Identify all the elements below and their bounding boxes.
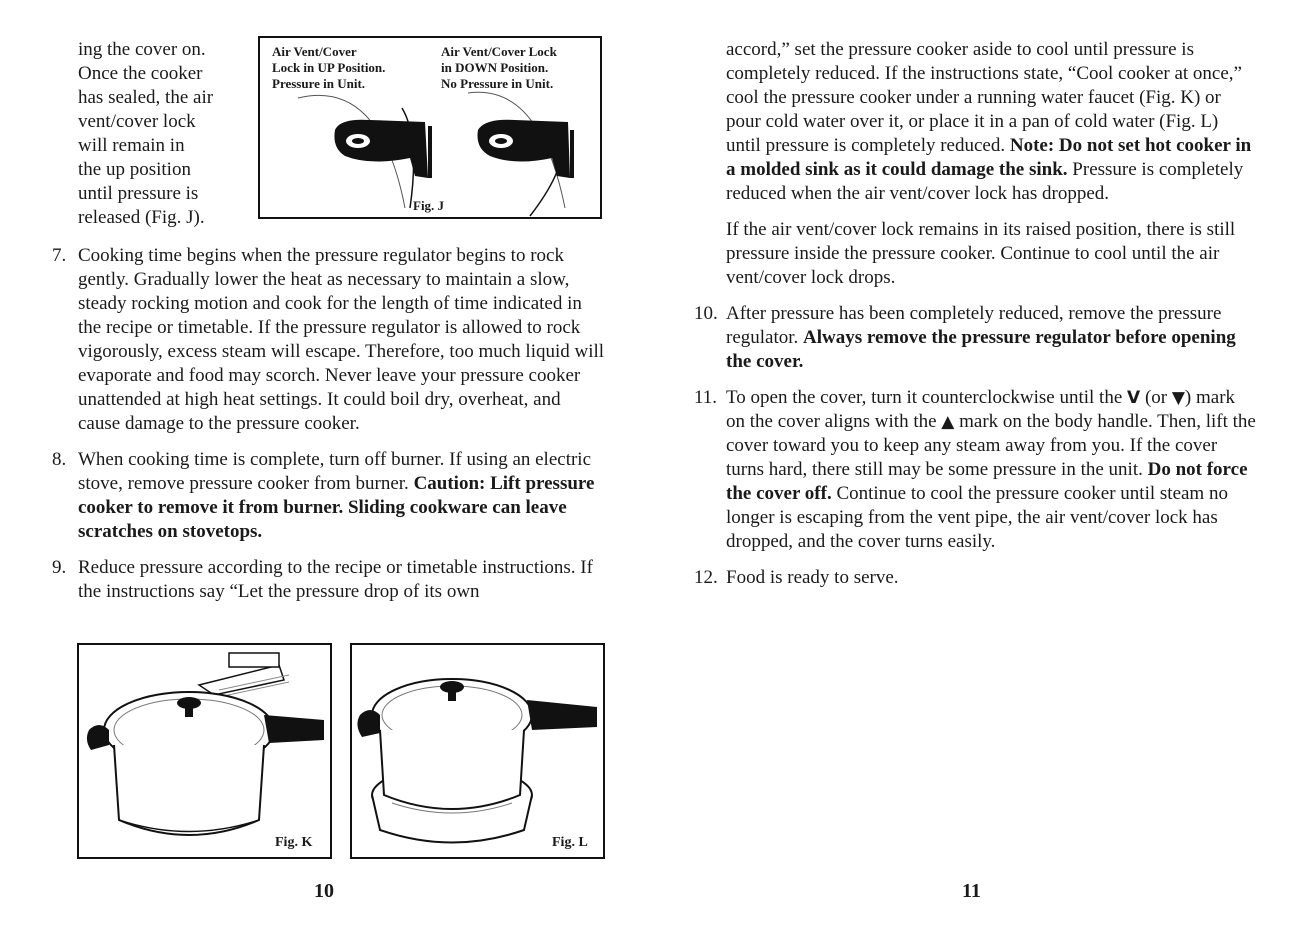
- label-line: Pressure in Unit.: [272, 76, 366, 91]
- figure-k: [77, 643, 332, 859]
- instruction-step-11: [694, 386, 1256, 554]
- figure-j-illustration: [260, 38, 600, 217]
- instruction-step-12: [694, 566, 1256, 590]
- intro-line: the up position: [78, 159, 191, 180]
- step-number: 8.: [52, 449, 67, 470]
- instruction-step-7: [52, 244, 607, 436]
- v-mark-icon: V: [1127, 388, 1141, 408]
- step-number: 12.: [694, 567, 718, 588]
- instruction-step-9: [52, 556, 607, 604]
- body-text: accord,” set the pressure cooker aside to cool until pressure is completely reduced. If the instructions state, “Cool cooker at once,” cool the pressure cooker under a running water faucet (Fig. K) or pour cold water over it, or place it in a pan of cold water (Fig. L) until pressure is completely reduced.: [726, 39, 1242, 156]
- step-number: 11.: [694, 387, 718, 408]
- label-line: Air Vent/Cover Lock: [441, 44, 557, 59]
- step-text: Cooking time begins when the pressure regulator begins to rock gently. Gradually lower the heat as necessary to maintain a slow, steady rocking motion and cook for the length of time indicated in the recipe or timetable. If the pressure regulator is allowed to rock vigorously, excess steam will escape. Therefore, too much liquid will evaporate and food may scorch. Never leave your pressure cooker unattended at high heat settings. It could boil dry, overheat, and cause damage to the pressure cooker.: [78, 245, 605, 434]
- figure-k-illustration: [79, 645, 330, 857]
- figure-l: [350, 643, 605, 859]
- intro-line: ing the cover on.: [78, 39, 206, 60]
- step-text: To open the cover, turn it counterclockwise until the: [726, 387, 1123, 408]
- step-text: (or: [1144, 387, 1168, 408]
- figure-j-caption: Fig. J: [413, 198, 445, 213]
- intro-line: will remain in: [78, 135, 185, 156]
- continued-step-9: [694, 38, 1256, 206]
- step-text: Reduce pressure according to the recipe or timetable instructions. If the instructions say “Let the pressure drop of its own: [78, 557, 593, 602]
- up-triangle-icon: ▲: [941, 412, 955, 432]
- step-number: 7.: [52, 245, 67, 266]
- figure-j: [258, 36, 602, 219]
- label-line: Air Vent/Cover: [272, 44, 357, 59]
- page-number-right: 11: [962, 880, 981, 902]
- step-text: ) mark on the cover aligns with the: [726, 387, 1236, 432]
- figure-k-caption: Fig. K: [275, 835, 313, 850]
- instruction-step-8: [52, 448, 607, 544]
- figure-l-illustration: [352, 645, 603, 857]
- step-number: 10.: [694, 303, 718, 324]
- paragraph-lock-raised: If the air vent/cover lock remains in its raised position, there is still pressure inside the pressure cooker. Continue to cool until the air vent/cover lock drops.: [726, 219, 1236, 288]
- intro-line: until pressure is: [78, 183, 199, 204]
- instruction-step-10: [694, 302, 1256, 374]
- right-page-column: [694, 38, 1256, 602]
- down-triangle-icon: ▼: [1171, 388, 1185, 408]
- warning-text: Always remove the pressure regulator before opening the cover.: [726, 327, 1236, 372]
- step-text: Food is ready to serve.: [726, 567, 899, 588]
- intro-line: Once the cooker: [78, 63, 203, 84]
- step-text: mark on the body handle. Then, lift the cover toward you to keep any steam away from you. If the cover turns hard, there still may be some pressure in the unit.: [726, 411, 1256, 480]
- figure-l-caption: Fig. L: [552, 835, 588, 850]
- step-text: After pressure has been completely reduced, remove the pressure regulator.: [726, 303, 1222, 348]
- caution-text: Caution: Lift pressure cooker to remove it from burner. Sliding cookware can leave scratches on stovetops.: [78, 473, 595, 542]
- label-line: Lock in UP Position.: [272, 60, 386, 75]
- step-text: When cooking time is complete, turn off burner. If using an electric stove, remove pressure cooker from burner.: [78, 449, 592, 494]
- body-text: Pressure is completely reduced when the air vent/cover lock has dropped.: [726, 159, 1244, 204]
- intro-line: vent/cover lock: [78, 111, 196, 132]
- step-number: 9.: [52, 557, 67, 578]
- warning-text: Do not force the cover off.: [726, 459, 1248, 504]
- label-line: in DOWN Position.: [441, 60, 549, 75]
- label-line: No Pressure in Unit.: [441, 76, 554, 91]
- intro-line: has sealed, the air: [78, 87, 214, 108]
- intro-text: [78, 38, 248, 230]
- step-text: Continue to cool the pressure cooker until steam no longer is escaping from the vent pipe, the air vent/cover lock has dropped, and the cover turns easily.: [726, 483, 1228, 552]
- page-number-left: 10: [314, 880, 334, 902]
- intro-line: released (Fig. J).: [78, 207, 205, 228]
- note-text: Note: Do not set hot cooker in a molded sink as it could damage the sink.: [726, 135, 1252, 180]
